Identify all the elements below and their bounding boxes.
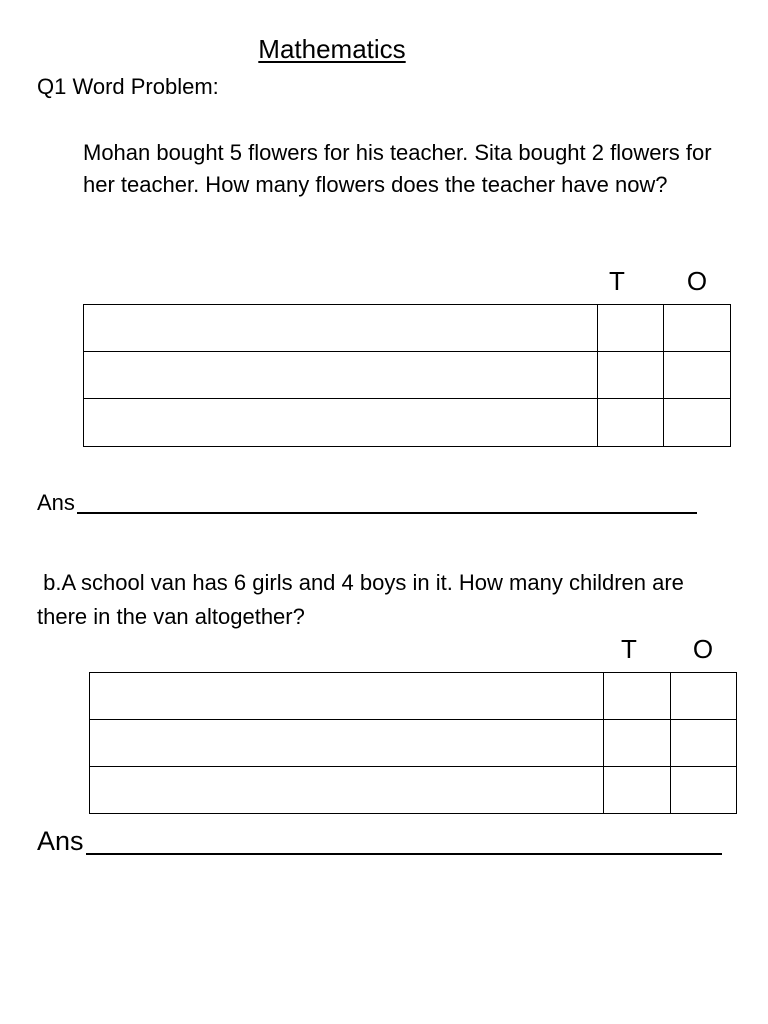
answer-label: Ans xyxy=(37,490,75,515)
ones-cell[interactable] xyxy=(664,352,731,399)
table-row xyxy=(90,673,737,720)
table-row xyxy=(84,399,731,447)
table-row xyxy=(84,305,731,352)
ones-cell[interactable] xyxy=(671,767,737,814)
table-row xyxy=(84,352,731,399)
working-cell[interactable] xyxy=(90,767,604,814)
answer-line[interactable] xyxy=(77,512,697,514)
tens-column-header-b: T xyxy=(621,634,637,664)
answer-line[interactable] xyxy=(86,853,722,855)
table-row xyxy=(90,720,737,767)
tens-cell[interactable] xyxy=(604,720,671,767)
work-table-a xyxy=(83,304,731,447)
answer-row-b xyxy=(37,826,722,857)
answer-row-a xyxy=(37,490,697,516)
tens-cell[interactable] xyxy=(598,352,664,399)
page-title: Mathematics xyxy=(258,34,406,64)
answer-label: Ans xyxy=(37,826,84,856)
working-cell[interactable] xyxy=(84,399,598,447)
tens-cell[interactable] xyxy=(604,767,671,814)
ones-column-header-b: O xyxy=(692,634,714,664)
question-label: Q1 Word Problem: xyxy=(37,74,219,99)
work-table-b xyxy=(89,672,737,814)
ones-cell[interactable] xyxy=(671,673,737,720)
tens-cell[interactable] xyxy=(598,305,664,352)
ones-cell[interactable] xyxy=(664,399,731,447)
working-cell[interactable] xyxy=(90,720,604,767)
tens-cell[interactable] xyxy=(598,399,664,447)
working-cell[interactable] xyxy=(84,352,598,399)
working-cell[interactable] xyxy=(90,673,604,720)
working-cell[interactable] xyxy=(84,305,598,352)
table-row xyxy=(90,767,737,814)
ones-cell[interactable] xyxy=(664,305,731,352)
tens-column-header-a: T xyxy=(609,266,625,296)
ones-cell[interactable] xyxy=(671,720,737,767)
ones-column-header-a: O xyxy=(686,266,708,296)
word-problem-b: b.A school van has 6 girls and 4 boys in it. How many children are there in the van altogether? xyxy=(37,570,691,629)
tens-cell[interactable] xyxy=(604,673,671,720)
word-problem-a: Mohan bought 5 flowers for his teacher. Sita bought 2 flowers for her teacher. How many flowers does the teacher have now? xyxy=(83,140,712,197)
